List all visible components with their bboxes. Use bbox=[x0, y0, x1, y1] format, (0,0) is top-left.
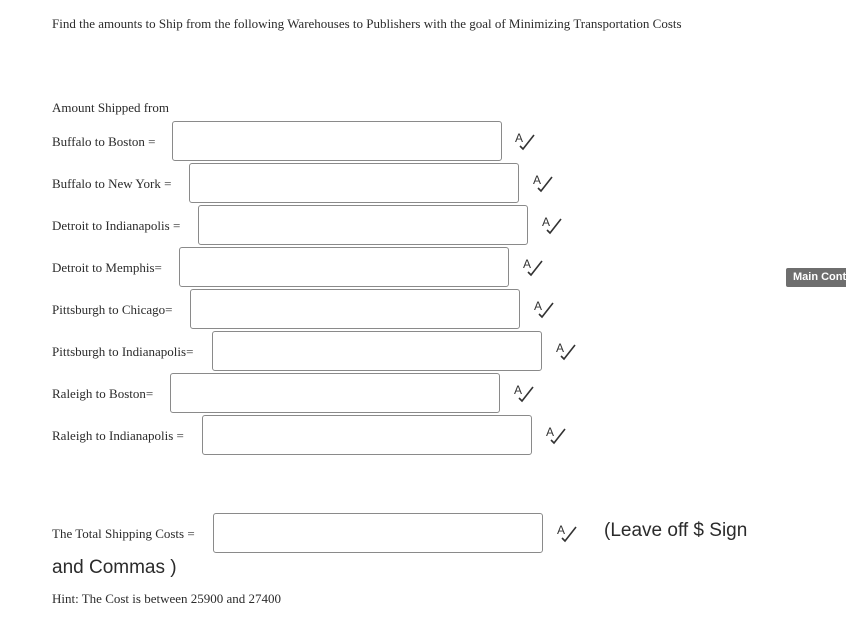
spell-check-icon[interactable] bbox=[555, 340, 577, 362]
row-label-detroit-indianapolis: Detroit to Indianapolis = bbox=[52, 218, 181, 233]
answer-input-buffalo-new-york[interactable] bbox=[189, 163, 519, 203]
answer-input-raleigh-boston[interactable] bbox=[170, 373, 500, 413]
answer-input-pittsburgh-indianapolis[interactable] bbox=[212, 331, 542, 371]
answer-input-buffalo-boston[interactable] bbox=[172, 121, 502, 161]
svg-text:A: A bbox=[514, 383, 523, 397]
svg-text:A: A bbox=[546, 425, 555, 439]
total-cost-label: The Total Shipping Costs = bbox=[52, 526, 195, 541]
spell-check-icon[interactable] bbox=[545, 424, 567, 446]
row-label-buffalo-boston: Buffalo to Boston = bbox=[52, 134, 156, 149]
svg-text:A: A bbox=[556, 341, 565, 355]
svg-text:A: A bbox=[523, 257, 532, 271]
spell-check-icon[interactable] bbox=[556, 522, 578, 544]
row-label-buffalo-new-york: Buffalo to New York = bbox=[52, 176, 172, 191]
total-cost-input[interactable] bbox=[213, 513, 543, 553]
row-label-detroit-memphis: Detroit to Memphis= bbox=[52, 260, 162, 275]
answer-input-raleigh-indianapolis[interactable] bbox=[202, 415, 532, 455]
row-label-raleigh-indianapolis: Raleigh to Indianapolis = bbox=[52, 428, 184, 443]
main-content-tab[interactable]: Main Content bbox=[786, 268, 846, 287]
section-label: Amount Shipped from bbox=[52, 100, 169, 115]
spell-check-icon[interactable] bbox=[522, 256, 544, 278]
svg-text:A: A bbox=[534, 299, 543, 313]
note-text-part2: and Commas ) bbox=[52, 557, 177, 578]
answer-input-pittsburgh-chicago[interactable] bbox=[190, 289, 520, 329]
svg-text:A: A bbox=[542, 215, 551, 229]
row-label-raleigh-boston: Raleigh to Boston= bbox=[52, 386, 154, 401]
hint-text: Hint: The Cost is between 25900 and 27400 bbox=[52, 591, 282, 606]
spell-check-icon[interactable] bbox=[533, 298, 555, 320]
note-text-part1: (Leave off $ Sign bbox=[604, 520, 748, 541]
row-label-pittsburgh-indianapolis: Pittsburgh to Indianapolis= bbox=[52, 344, 194, 359]
answer-input-detroit-indianapolis[interactable] bbox=[198, 205, 528, 245]
svg-text:A: A bbox=[557, 523, 566, 537]
svg-text:A: A bbox=[515, 131, 524, 145]
answer-input-detroit-memphis[interactable] bbox=[179, 247, 509, 287]
spell-check-icon[interactable] bbox=[513, 382, 535, 404]
spell-check-icon[interactable] bbox=[532, 172, 554, 194]
spell-check-icon[interactable] bbox=[514, 130, 536, 152]
spell-check-icon[interactable] bbox=[541, 214, 563, 236]
svg-text:A: A bbox=[533, 173, 542, 187]
row-label-pittsburgh-chicago: Pittsburgh to Chicago= bbox=[52, 302, 173, 317]
instructions-text: Find the amounts to Ship from the following Warehouses to Publishers with the goal of Minimizing Transportation Costs bbox=[52, 16, 682, 31]
